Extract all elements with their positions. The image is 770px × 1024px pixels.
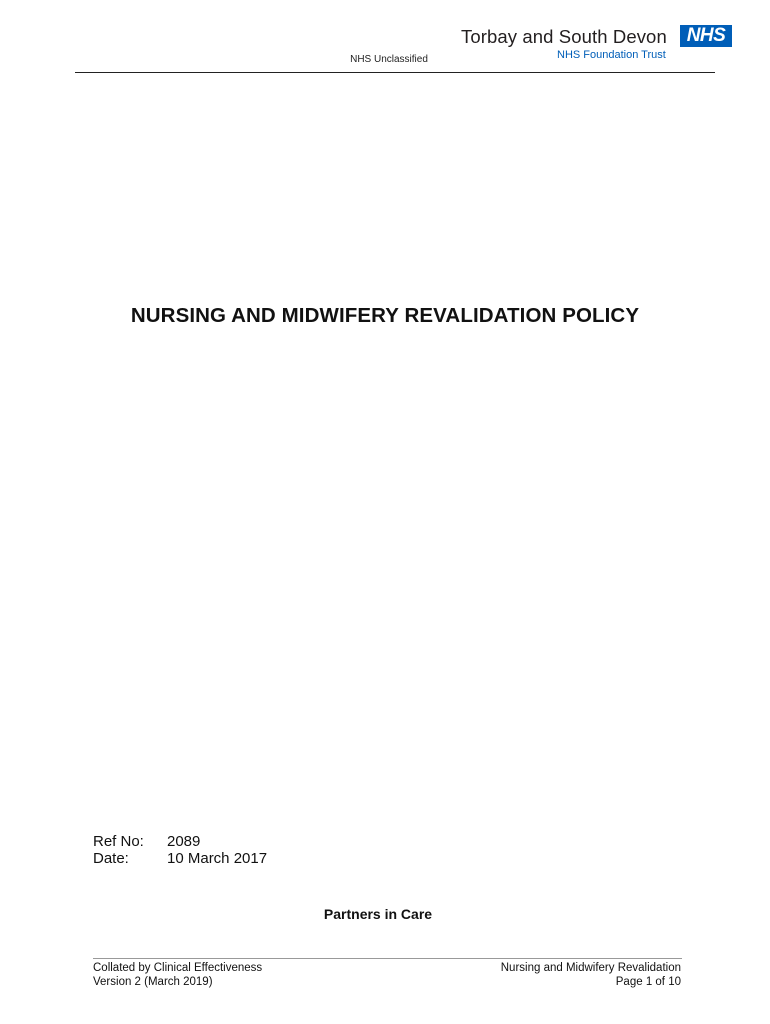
footer-right: [501, 962, 681, 989]
reference-number-label: Ref No:: [93, 833, 144, 850]
footer-page-number: Page 1 of 10: [615, 975, 681, 988]
document-title: NURSING AND MIDWIFERY REVALIDATION POLICY: [130, 304, 640, 327]
nhs-logo-text: NHS: [686, 25, 726, 46]
reference-number-value: 2089: [167, 833, 201, 850]
nhs-logo-icon: [680, 25, 732, 47]
reference-date-label: Date:: [93, 850, 129, 867]
footer-document-name: Nursing and Midwifery Revalidation: [500, 962, 681, 974]
logo-trust-name: NHS Foundation Trust: [557, 49, 666, 61]
trust-logo: [458, 24, 734, 66]
footer-divider: [93, 958, 682, 959]
classification-label: NHS Unclassified: [350, 54, 428, 65]
footer-version: Version 2 (March 2019): [93, 975, 213, 988]
logo-organisation-name: Torbay and South Devon: [461, 26, 667, 47]
header-divider: [75, 72, 715, 73]
slogan-text: Partners in Care: [323, 906, 433, 922]
reference-date-value: 10 March 2017: [167, 850, 268, 867]
footer-collated-by: Collated by Clinical Effectiveness: [93, 962, 263, 974]
footer-left: [93, 962, 262, 989]
